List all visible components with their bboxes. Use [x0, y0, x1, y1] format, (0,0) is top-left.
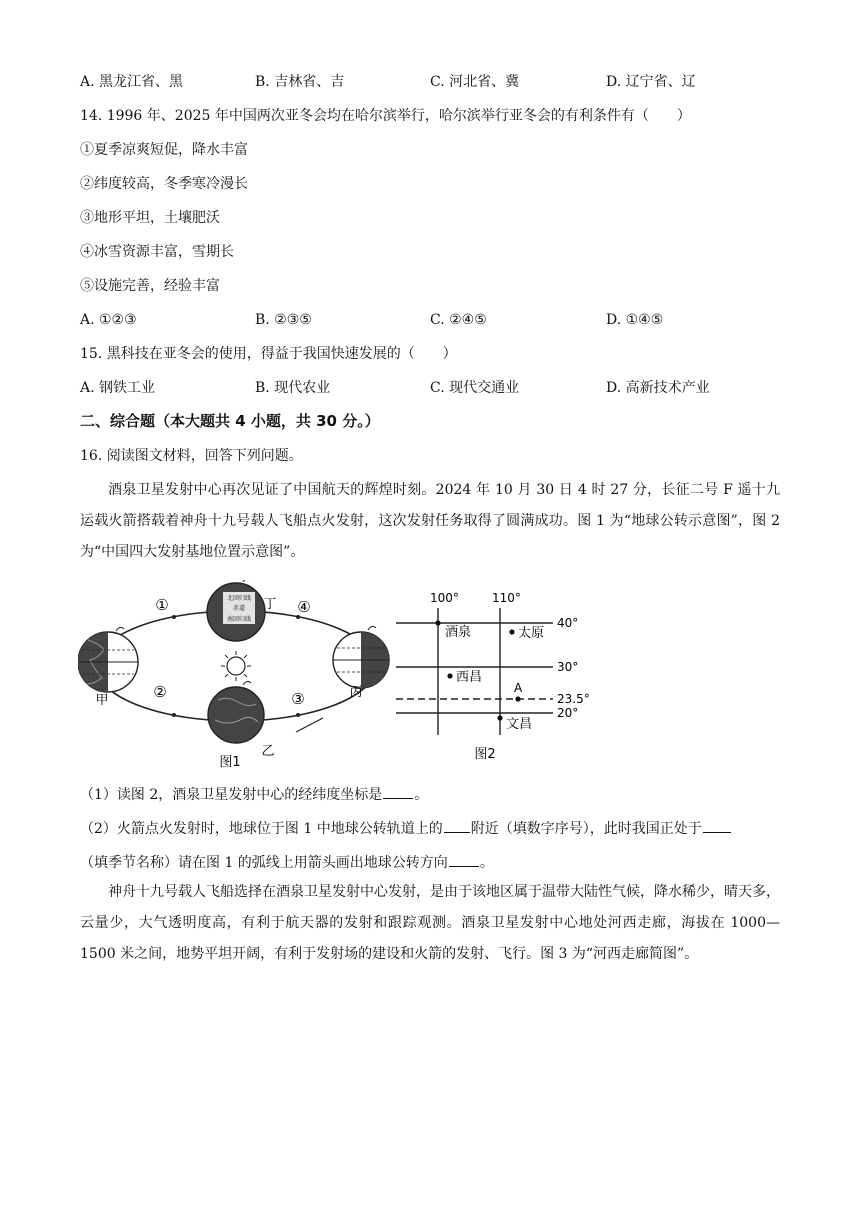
jiuquan-dot — [435, 620, 440, 625]
globe-label-tropic-cancer: 北回归线 — [226, 595, 252, 602]
q15-option-c: C. 现代交通业 — [430, 380, 520, 396]
q15-option-b: B. 现代农业 — [255, 380, 331, 396]
figure-1 — [78, 580, 389, 770]
section-2-title: 二、综合题（本大题共 4 小题，共 30 分。） — [80, 412, 380, 430]
q16-paragraph-1 — [80, 475, 780, 568]
answer-blank-season[interactable] — [703, 818, 731, 833]
orbit-dot-2 — [172, 713, 176, 717]
q14-option-d: D. ①④⑤ — [606, 312, 664, 328]
q16-sub1-end: 。 — [414, 787, 429, 803]
orbit-number-2: ② — [153, 683, 167, 701]
place-jiuquan: 酒泉 — [445, 625, 472, 640]
q16-paragraph-2-text: 神舟十九号载人飞船选择在酒泉卫星发射中心发射，是由于该地区属于温带大陆性气候，降水稀少，晴天多，云量少，大气透明度高，有利于航天器的发射和跟踪观测。酒泉卫星发射中心地处河西走廊，海拔在 1000—1500 米之间，地势平坦开阔，有利于发射场的建设和火箭的发射、飞行。图 3 为“河西走廊简图”。 — [80, 884, 780, 962]
figures — [78, 580, 608, 770]
position-bing: 丙 — [349, 685, 363, 700]
q16-sub2-text-c: （填季节名称）请在图 1 的弧线上用箭头画出地球公转方向 — [80, 855, 448, 871]
orbit-number-3: ③ — [291, 690, 305, 708]
taiyuan-dot — [509, 629, 514, 634]
q14-option-c: C. ②④⑤ — [430, 312, 487, 328]
q16-sub2-text-a: （2）火箭点火发射时，地球位于图 1 中地球公转轨道上的 — [80, 821, 443, 837]
wenchang-dot — [497, 715, 502, 720]
orbit-dot-1 — [172, 615, 176, 619]
lat-label-23-5: 23.5° — [557, 692, 590, 706]
place-a: A — [514, 681, 523, 695]
q14-options — [80, 310, 780, 330]
answer-blank-coordinates[interactable] — [383, 784, 413, 799]
answer-blank-direction[interactable] — [449, 852, 479, 867]
q14-item-5: ⑤设施完善，经验丰富 — [80, 278, 220, 294]
lon-label-110: 110° — [492, 591, 521, 605]
point-a-dot — [515, 696, 520, 701]
q14-option-b: B. ②③⑤ — [255, 312, 312, 328]
lat-label-30: 30° — [557, 660, 579, 674]
q16-sub2-end: 。 — [479, 855, 494, 871]
q14-option-a: A. ①②③ — [80, 312, 137, 328]
position-ding: 丁 — [263, 597, 277, 612]
position-jia: 甲 — [95, 693, 109, 708]
orbit-number-4: ④ — [297, 598, 311, 616]
sun-icon — [221, 651, 251, 681]
q16-sub2-line1 — [80, 818, 732, 839]
q13-options — [80, 72, 780, 92]
q16-sub1-text: （1）读图 2，酒泉卫星发射中心的经纬度坐标是 — [80, 787, 383, 803]
answer-blank-orbit-position[interactable] — [444, 818, 470, 833]
lat-label-40: 40° — [557, 616, 579, 630]
position-yi: 乙 — [261, 744, 275, 759]
xichang-dot — [447, 673, 452, 678]
q15-stem: 15. 黑科技在亚冬会的使用，得益于我国快速发展的（ ） — [80, 346, 457, 362]
lat-label-20: 20° — [557, 706, 579, 720]
earth-globe-yi — [208, 681, 264, 743]
orbit-number-1: ① — [155, 596, 169, 614]
q13-option-d: D. 辽宁省、辽 — [606, 74, 696, 90]
figure-2-caption: 图2 — [474, 747, 496, 762]
earth-globe-jia — [78, 627, 138, 692]
earth-globe-bing — [333, 626, 389, 688]
q15-options — [80, 378, 780, 398]
q13-option-b: B. 吉林省、吉 — [255, 74, 345, 90]
place-taiyuan: 太原 — [518, 626, 545, 641]
q14-item-1: ①夏季凉爽短促，降水丰富 — [80, 142, 248, 158]
q16-stem: 16. 阅读图文材料，回答下列问题。 — [80, 448, 303, 464]
earth-globe-ding — [207, 580, 265, 641]
q16-paragraph-1-text: 酒泉卫星发射中心再次见证了中国航天的辉煌时刻。2024 年 10 月 30 日 4 时 27 分，长征二号 F 遥十九运载火箭搭载着神舟十九号载人飞船点火发射，这次发射任务取得了圆满成功。图 1 为“地球公转示意图”，图 2 为“中国四大发射基地位置示意图”。 — [80, 482, 780, 560]
q16-sub2-text-b: 附近（填数字序号），此时我国正处于 — [470, 821, 702, 837]
q16-sub1 — [80, 784, 428, 805]
q16-paragraph-2 — [80, 877, 780, 970]
q15-option-d: D. 高新技术产业 — [606, 380, 710, 396]
q13-option-c: C. 河北省、冀 — [430, 74, 520, 90]
q16-sub2-line2 — [80, 852, 494, 873]
pointer-line — [296, 718, 323, 732]
q13-option-a: A. 黑龙江省、黑 — [80, 74, 184, 90]
place-wenchang: 文昌 — [506, 717, 533, 732]
q14-stem: 14. 1996 年、2025 年中国两次亚冬会均在哈尔滨举行，哈尔滨举行亚冬会的有利条件有（ ） — [80, 108, 691, 124]
q14-item-3: ③地形平坦，土壤肥沃 — [80, 210, 220, 226]
globe-label-tropic-capricorn: 南回归线 — [226, 616, 252, 623]
orbit-dot-3 — [296, 713, 300, 717]
figure-1-caption: 图1 — [219, 755, 241, 770]
place-xichang: 西昌 — [456, 670, 483, 685]
lon-label-100: 100° — [430, 591, 459, 605]
q14-item-4: ④冰雪资源丰富，雪期长 — [80, 244, 234, 260]
q14-item-2: ②纬度较高，冬季寒冷漫长 — [80, 176, 248, 192]
figure-2 — [396, 591, 590, 762]
globe-label-equator: 赤道 — [232, 605, 246, 612]
q15-option-a: A. 钢铁工业 — [80, 380, 156, 396]
